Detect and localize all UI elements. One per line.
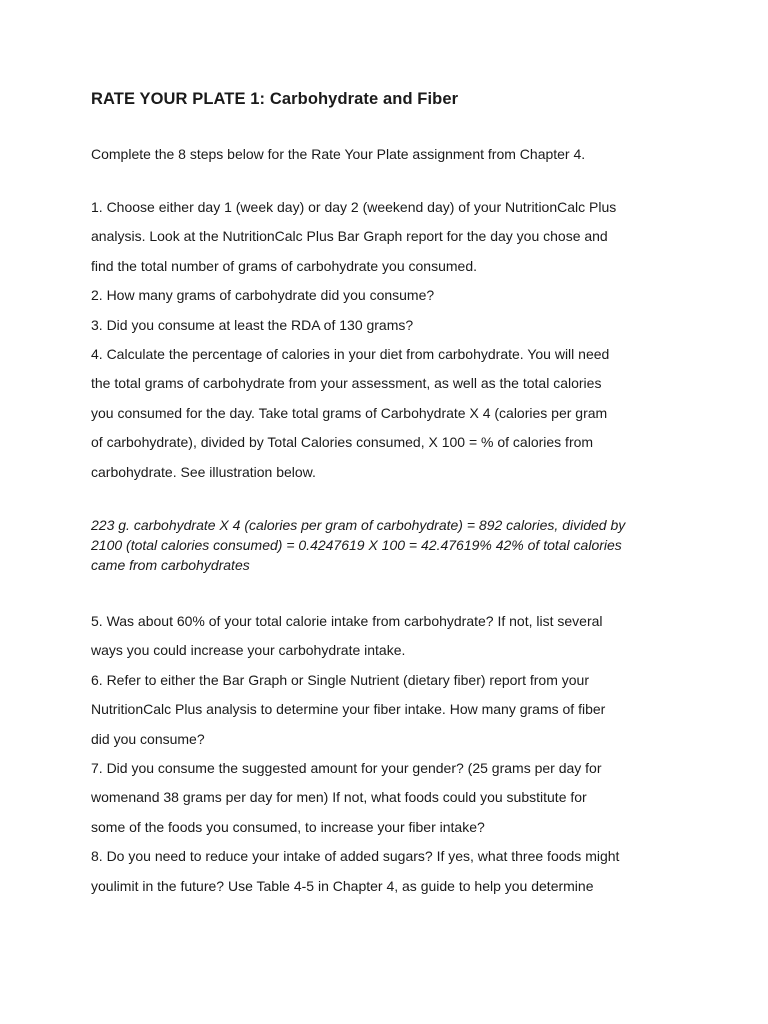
step-line: of carbohydrate), divided by Total Calories consumed, X 100 = % of calories from: [91, 434, 594, 451]
step-line: NutritionCalc Plus analysis to determine your fiber intake. How many grams of fiber: [91, 701, 606, 718]
step-item: [91, 193, 691, 281]
step-line: carbohydrate. See illustration below.: [91, 463, 316, 480]
step-line: ways you could increase your carbohydrate intake.: [91, 642, 406, 659]
steps-list-part2: [91, 607, 691, 901]
step-line: 8. Do you need to reduce your intake of added sugars? If yes, what three foods might: [91, 848, 620, 865]
step-line: find the total number of grams of carbohydrate you consumed.: [91, 257, 477, 274]
step-line: 2. How many grams of carbohydrate did you consume?: [91, 287, 435, 304]
example-line: 223 g. carbohydrate X 4 (calories per gram of carbohydrate) = 892 calories, divided by: [91, 517, 626, 533]
step-line: the total grams of carbohydrate from your assessment, as well as the total calories: [91, 375, 602, 392]
step-line: you consumed for the day. Take total grams of Carbohydrate X 4 (calories per gram: [91, 404, 608, 421]
document-title: RATE YOUR PLATE 1: Carbohydrate and Fiber: [91, 90, 459, 108]
step-line: youlimit in the future? Use Table 4-5 in Chapter 4, as guide to help you determine: [91, 877, 594, 894]
step-line: womenand 38 grams per day for men) If not, what foods could you substitute for: [91, 789, 587, 806]
steps-list-part1: [91, 193, 691, 487]
step-line: 7. Did you consume the suggested amount for your gender? (25 grams per day for: [91, 760, 602, 777]
step-line: 3. Did you consume at least the RDA of 130 grams?: [91, 316, 414, 333]
step-line: some of the foods you consumed, to increase your fiber intake?: [91, 818, 485, 835]
step-item: [91, 754, 691, 842]
step-line: analysis. Look at the NutritionCalc Plus Bar Graph report for the day you chose and: [91, 228, 608, 245]
intro-text: Complete the 8 steps below for the Rate Your Plate assignment from Chapter 4.: [91, 146, 586, 162]
step-item: [91, 311, 691, 340]
example-line: came from carbohydrates: [91, 557, 250, 573]
step-line: 4. Calculate the percentage of calories in your diet from carbohydrate. You will need: [91, 346, 610, 363]
step-item: [91, 666, 691, 754]
step-item: [91, 607, 691, 666]
step-item: [91, 842, 691, 901]
example-line: 2100 (total calories consumed) = 0.4247619 X 100 = 42.47619% 42% of total calories: [91, 537, 622, 553]
step-item: [91, 281, 691, 310]
step-line: 5. Was about 60% of your total calorie intake from carbohydrate? If not, list several: [91, 613, 603, 629]
step-item: [91, 340, 691, 487]
step-line: did you consume?: [91, 730, 205, 747]
step-line: 1. Choose either day 1 (week day) or day 2 (weekend day) of your NutritionCalc Plus: [91, 199, 617, 215]
example-calculation: [91, 515, 681, 575]
step-line: 6. Refer to either the Bar Graph or Single Nutrient (dietary fiber) report from your: [91, 671, 589, 688]
